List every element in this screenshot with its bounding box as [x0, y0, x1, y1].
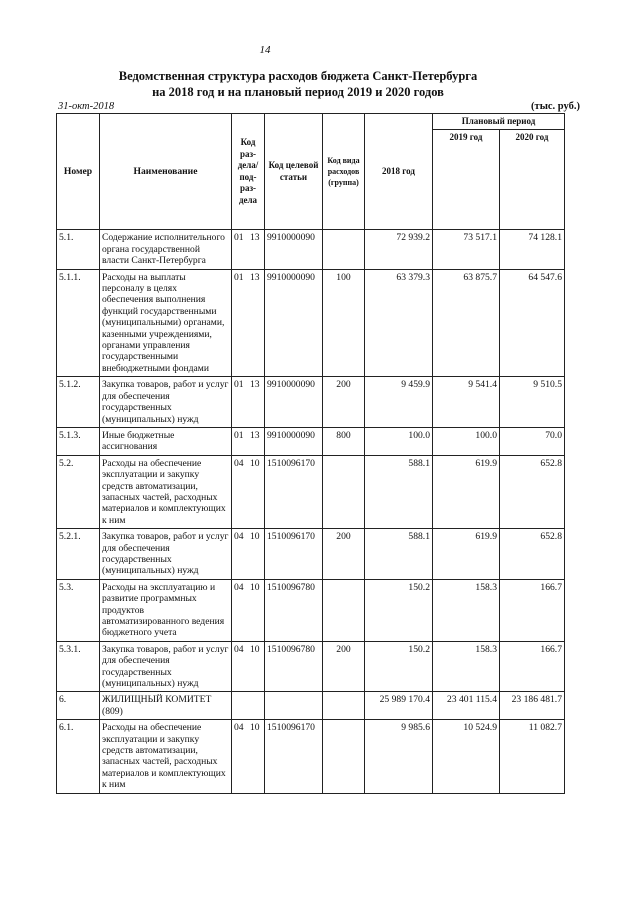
- row-value-2020: 166.7: [500, 579, 565, 641]
- row-section-code-part: 04: [234, 643, 244, 655]
- row-value-2020: 652.8: [500, 455, 565, 528]
- row-value-2019: 100.0: [433, 427, 500, 455]
- row-section-code-part: 01: [234, 271, 244, 283]
- row-name: Закупка товаров, работ и услуг для обеспечения государственных (муниципальных) нужд: [100, 377, 232, 428]
- row-section-code-part: 01: [234, 429, 244, 441]
- header-section-code: Код раз-дела/ под-раз-дела: [232, 114, 265, 230]
- table-row: [57, 455, 565, 528]
- title-line-2: на 2018 год и на плановый период 2019 и 2020 годов: [152, 85, 444, 99]
- row-name: Расходы на эксплуатацию и развитие программных продуктов автоматизированного ведения бюджетного учета: [100, 579, 232, 641]
- row-subsection-code-part: 13: [250, 379, 260, 391]
- row-name: Закупка товаров, работ и услуг для обеспечения государственных (муниципальных) нужд: [100, 641, 232, 692]
- row-section-code: [232, 230, 265, 269]
- title-line-1: Ведомственная структура расходов бюджета Санкт-Петербурга: [118, 69, 478, 83]
- table-row: [57, 579, 565, 641]
- header-plan-period: Плановый период: [433, 114, 565, 130]
- row-value-2019: 63 875.7: [433, 269, 500, 377]
- row-section-code: [232, 455, 265, 528]
- table-row: [57, 641, 565, 692]
- row-value-2019: 73 517.1: [433, 230, 500, 269]
- row-value-2018: 9 985.6: [365, 720, 433, 793]
- row-name: Иные бюджетные ассигнования: [100, 427, 232, 455]
- row-expense-type-code: [323, 230, 365, 269]
- row-subsection-code-part: 13: [250, 429, 260, 441]
- row-target-code: 1510096780: [265, 641, 323, 692]
- row-expense-type-code: [323, 455, 365, 528]
- row-target-code: 9910000090: [265, 377, 323, 428]
- row-value-2018: 588.1: [365, 455, 433, 528]
- row-target-code: 9910000090: [265, 427, 323, 455]
- row-section-code-part: 04: [234, 531, 244, 543]
- row-value-2018: 150.2: [365, 641, 433, 692]
- row-section-code: [232, 641, 265, 692]
- page-number: 14: [259, 44, 271, 56]
- header-number: Номер: [57, 114, 100, 230]
- row-section-code: [232, 427, 265, 455]
- row-expense-type-code: 100: [323, 269, 365, 377]
- row-expense-type-code: [323, 720, 365, 793]
- row-value-2020: 74 128.1: [500, 230, 565, 269]
- row-number: 5.1.1.: [57, 269, 100, 377]
- row-number: 5.3.: [57, 579, 100, 641]
- row-expense-type-code: 800: [323, 427, 365, 455]
- row-subsection-code-part: 13: [250, 232, 260, 244]
- row-section-code: [232, 720, 265, 793]
- row-number: 5.3.1.: [57, 641, 100, 692]
- row-value-2018: 9 459.9: [365, 377, 433, 428]
- row-section-code-part: 04: [234, 722, 244, 734]
- units-label: (тыс. руб.): [531, 101, 580, 112]
- row-value-2018: 588.1: [365, 529, 433, 580]
- row-target-code: 9910000090: [265, 230, 323, 269]
- row-expense-type-code: 200: [323, 377, 365, 428]
- row-value-2019: 9 541.4: [433, 377, 500, 428]
- budget-table: [56, 113, 565, 794]
- header-expense-type-code: Код вида расходов (группа): [323, 114, 365, 230]
- row-value-2020: 166.7: [500, 641, 565, 692]
- row-subsection-code-part: 10: [250, 581, 260, 593]
- header-year-2019: 2019 год: [433, 130, 500, 230]
- row-value-2018: 25 989 170.4: [365, 692, 433, 720]
- row-value-2018: 72 939.2: [365, 230, 433, 269]
- row-value-2019: 158.3: [433, 579, 500, 641]
- row-section-code: [232, 529, 265, 580]
- row-expense-type-code: [323, 579, 365, 641]
- row-value-2019: 10 524.9: [433, 720, 500, 793]
- row-value-2018: 150.2: [365, 579, 433, 641]
- row-number: 5.1.: [57, 230, 100, 269]
- table-row: [57, 377, 565, 428]
- row-name: ЖИЛИЩНЫЙ КОМИТЕТ (809): [100, 692, 232, 720]
- row-target-code: [265, 692, 323, 720]
- row-name: Закупка товаров, работ и услуг для обеспечения государственных (муниципальных) нужд: [100, 529, 232, 580]
- row-subsection-code-part: 10: [250, 457, 260, 469]
- row-section-code: [232, 269, 265, 377]
- row-name: Содержание исполнительного органа государственной власти Санкт-Петербурга: [100, 230, 232, 269]
- row-value-2019: 619.9: [433, 529, 500, 580]
- header-target-code: Код целевой статьи: [265, 114, 323, 230]
- row-value-2018: 63 379.3: [365, 269, 433, 377]
- table-row: [57, 692, 565, 720]
- table-row: [57, 230, 565, 269]
- row-section-code-part: 01: [234, 232, 244, 244]
- row-number: 6.1.: [57, 720, 100, 793]
- row-value-2020: 9 510.5: [500, 377, 565, 428]
- row-expense-type-code: [323, 692, 365, 720]
- row-value-2019: 158.3: [433, 641, 500, 692]
- row-target-code: 1510096780: [265, 579, 323, 641]
- row-expense-type-code: 200: [323, 529, 365, 580]
- row-number: 5.2.1.: [57, 529, 100, 580]
- row-section-code-part: 04: [234, 457, 244, 469]
- row-number: 5.1.2.: [57, 377, 100, 428]
- row-target-code: 1510096170: [265, 529, 323, 580]
- row-section-code-part: 04: [234, 581, 244, 593]
- budget-table-body: [57, 230, 565, 793]
- table-row: [57, 269, 565, 377]
- row-target-code: 9910000090: [265, 269, 323, 377]
- table-row: [57, 720, 565, 793]
- row-value-2020: 23 186 481.7: [500, 692, 565, 720]
- row-section-code: [232, 377, 265, 428]
- row-name: Расходы на обеспечение эксплуатации и закупку средств автоматизации, запасных частей, расходных материалов и комплектующих к ним: [100, 720, 232, 793]
- row-subsection-code-part: 10: [250, 722, 260, 734]
- row-section-code-part: 01: [234, 379, 244, 391]
- row-number: 6.: [57, 692, 100, 720]
- row-subsection-code-part: 13: [250, 271, 260, 283]
- header-year-2020: 2020 год: [500, 130, 565, 230]
- row-target-code: 1510096170: [265, 455, 323, 528]
- row-value-2020: 70.0: [500, 427, 565, 455]
- row-value-2019: 619.9: [433, 455, 500, 528]
- header-year-2018: 2018 год: [365, 114, 433, 230]
- row-section-code: [232, 579, 265, 641]
- row-name: Расходы на выплаты персоналу в целях обеспечения выполнения функций государственными (муниципальными) органами, казенными учреждениями, органами управления государственными внебюджетными фондами: [100, 269, 232, 377]
- row-number: 5.2.: [57, 455, 100, 528]
- row-value-2019: 23 401 115.4: [433, 692, 500, 720]
- row-section-code: [232, 692, 265, 720]
- document-date: 31-окт-2018: [58, 101, 115, 112]
- row-subsection-code-part: 10: [250, 643, 260, 655]
- row-number: 5.1.3.: [57, 427, 100, 455]
- row-name: Расходы на обеспечение эксплуатации и закупку средств автоматизации, запасных частей, расходных материалов и комплектующих к ним: [100, 455, 232, 528]
- row-subsection-code-part: 10: [250, 531, 260, 543]
- table-row: [57, 427, 565, 455]
- document-title: [88, 68, 508, 100]
- row-value-2020: 11 082.7: [500, 720, 565, 793]
- row-expense-type-code: 200: [323, 641, 365, 692]
- row-target-code: 1510096170: [265, 720, 323, 793]
- row-value-2020: 652.8: [500, 529, 565, 580]
- header-name: Наименование: [100, 114, 232, 230]
- row-value-2020: 64 547.6: [500, 269, 565, 377]
- table-row: [57, 529, 565, 580]
- row-value-2018: 100.0: [365, 427, 433, 455]
